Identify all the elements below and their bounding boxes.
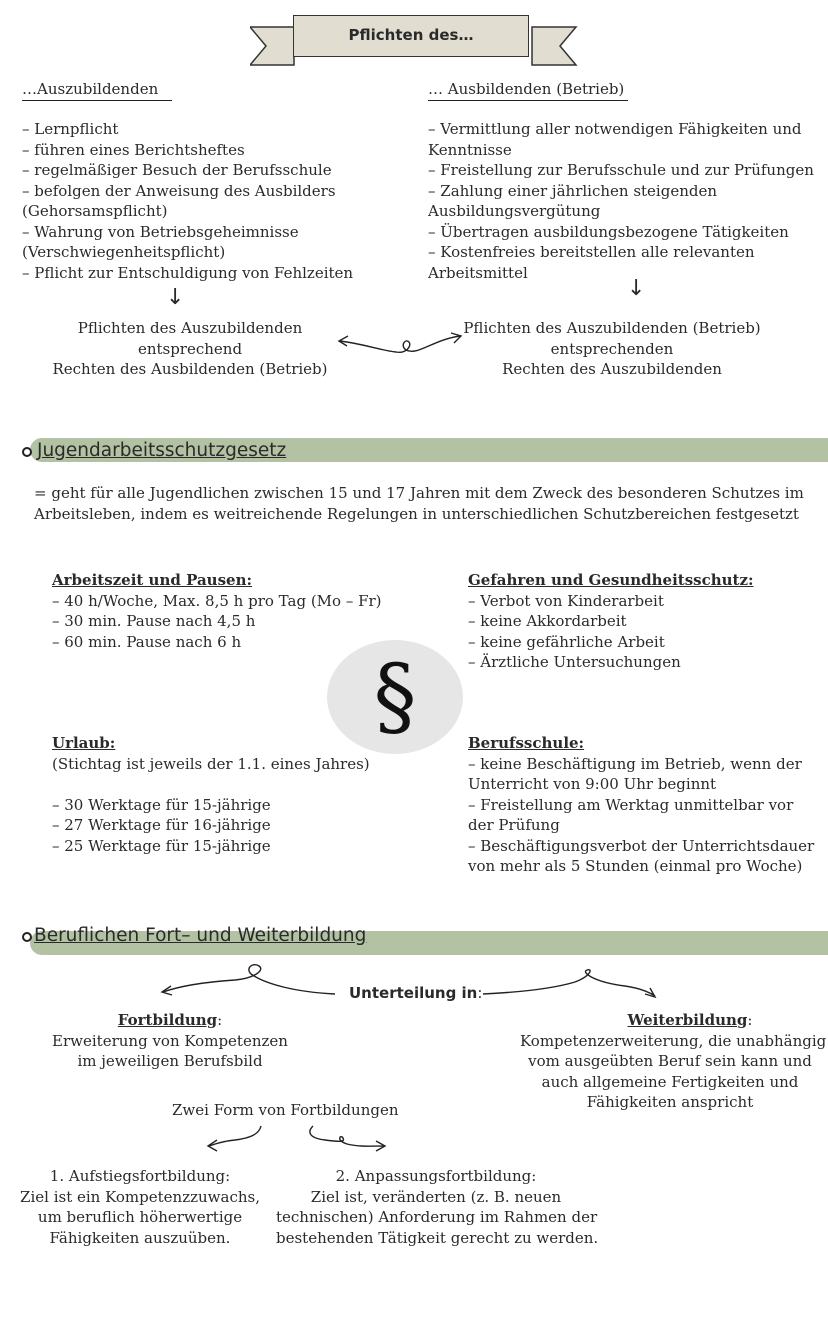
banner-title: Pflichten des… xyxy=(293,15,529,57)
form-line: um beruflich höherwertige xyxy=(37,1208,243,1226)
arrow-down-icon: ↓ xyxy=(627,276,646,301)
summary-line: Rechten des Auszubildenden xyxy=(502,360,722,378)
duties-left-summary xyxy=(40,318,340,380)
list-item: – keine gefährliche Arbeit xyxy=(468,632,665,651)
list-item: – 30 Werktage für 15-jährige xyxy=(52,795,271,814)
definition-line: = geht für alle Jugendlichen zwischen 15 und 17 Jahren mit dem Zweck des besonderen Schutzes im xyxy=(34,484,804,502)
list-item: (Gehorsamspflicht) xyxy=(22,202,168,220)
list-item: – 25 Werktage für 15-jährige xyxy=(52,836,271,855)
health-block xyxy=(468,570,754,673)
list-item: – Kostenfreies bereitstellen alle relevanten xyxy=(428,243,755,261)
list-item: – 40 h/Woche, Max. 8,5 h pro Tag (Mo – Fr) xyxy=(52,591,382,610)
desc-line: auch allgemeine Fertigkeiten und xyxy=(541,1072,799,1091)
list-item: – Ärztliche Untersuchungen xyxy=(468,653,681,671)
list-item: – Vermittlung aller notwendigen Fähigkeiten und xyxy=(428,120,802,138)
vacation-block xyxy=(52,733,370,856)
summary-line: entsprechenden xyxy=(550,339,674,358)
division-colon: : xyxy=(477,984,483,1002)
desc-line: Erweiterung von Kompetenzen xyxy=(52,1031,288,1050)
desc-line: im jeweiligen Berufsbild xyxy=(77,1052,263,1070)
fortbildung-heading: Fortbildung xyxy=(117,1011,218,1029)
list-item: Ausbildungsvergütung xyxy=(428,202,601,220)
duties-left-list xyxy=(22,119,353,283)
list-item: – Übertragen ausbildungsbezogene Tätigkeiten xyxy=(428,222,789,241)
form-line: Ziel ist, veränderten (z. B. neuen xyxy=(310,1187,562,1206)
health-heading: Gefahren und Gesundheitsschutz: xyxy=(468,571,754,589)
form2-block xyxy=(276,1166,599,1248)
bullet-icon xyxy=(22,447,32,457)
duties-right-heading: … Ausbildenden (Betrieb) xyxy=(428,80,628,101)
spacer xyxy=(52,774,370,795)
arrow-down-icon: ↓ xyxy=(166,285,185,310)
bullet-icon xyxy=(22,932,32,942)
section-title-training: Beruflichen Fort– und Weiterbildung xyxy=(34,925,367,946)
worktime-block xyxy=(52,570,382,652)
list-item: – 60 min. Pause nach 6 h xyxy=(52,632,242,651)
list-item: (Verschwiegenheitspflicht) xyxy=(22,243,226,261)
list-item: – Wahrung von Betriebsgeheimnisse xyxy=(22,222,299,241)
desc-line: Fähigkeiten anspricht xyxy=(586,1093,754,1111)
branch-arrows-icon xyxy=(195,1122,395,1162)
vacation-note: (Stichtag ist jeweils der 1.1. eines Jahres) xyxy=(52,754,370,773)
list-item: von mehr als 5 Stunden (einmal pro Woche) xyxy=(468,857,803,875)
list-item: – 27 Werktage für 16-jährige xyxy=(52,816,271,834)
form-line: bestehenden Tätigkeit gerecht zu werden. xyxy=(276,1228,599,1247)
desc-line: Kompetenzerweiterung, die unabhängig xyxy=(520,1031,827,1050)
list-item: – befolgen der Anweisung des Ausbilders xyxy=(22,181,336,200)
list-item: – Lernpflicht xyxy=(22,120,119,138)
double-arrow-icon xyxy=(334,328,466,364)
list-item: – Beschäftigungsverbot der Unterrichtsdauer xyxy=(468,836,815,855)
form-line: 2. Anpassungsfortbildung: xyxy=(335,1167,537,1185)
list-item: – Verbot von Kinderarbeit xyxy=(468,591,664,610)
youth-definition xyxy=(34,483,804,524)
definition-line: Arbeitsleben, indem es weitreichende Regelungen in unterschiedlichen Schutzbereichen festgesetzt xyxy=(34,504,799,523)
fortbildung-block xyxy=(20,1010,320,1072)
form-line: 1. Aufstiegsfortbildung: xyxy=(49,1167,231,1185)
school-heading: Berufsschule: xyxy=(468,734,585,752)
weiterbildung-block xyxy=(520,1010,827,1113)
desc-line: vom ausgeübten Beruf sein kann und xyxy=(528,1052,812,1070)
weiterbildung-heading: Weiterbildung xyxy=(627,1011,748,1029)
division-text: Unterteilung in xyxy=(349,984,478,1002)
duties-right-list xyxy=(428,119,814,283)
list-item: – keine Beschäftigung im Betrieb, wenn der xyxy=(468,754,802,773)
list-item: – Zahlung einer jährlichen steigenden xyxy=(428,181,717,200)
heading-colon: : xyxy=(747,1011,753,1029)
worktime-heading: Arbeitszeit und Pausen: xyxy=(52,571,253,589)
duties-right-summary xyxy=(462,318,762,380)
list-item: der Prüfung xyxy=(468,816,560,834)
summary-line: Pflichten des Auszubildenden (Betrieb) xyxy=(463,319,761,337)
list-item: – 30 min. Pause nach 4,5 h xyxy=(52,612,256,630)
form-line: Fähigkeiten auszuüben. xyxy=(49,1228,231,1247)
school-block xyxy=(468,733,814,877)
list-item: Kenntnisse xyxy=(428,140,512,159)
section-title-youth: Jugendarbeitsschutzgesetz xyxy=(37,440,287,461)
paragraph-icon: § xyxy=(327,640,463,754)
list-item: Unterricht von 9:00 Uhr beginnt xyxy=(468,775,717,793)
list-item: – Pflicht zur Entschuldigung von Fehlzeiten xyxy=(22,263,354,282)
forms-label: Zwei Form von Fortbildungen xyxy=(172,1101,399,1119)
list-item: – Freistellung am Werktag unmittelbar vor xyxy=(468,795,794,814)
list-item: Arbeitsmittel xyxy=(428,263,528,282)
list-item: – keine Akkordarbeit xyxy=(468,612,627,630)
list-item: – regelmäßiger Besuch der Berufsschule xyxy=(22,161,332,179)
division-label xyxy=(349,984,482,1002)
heading-colon: : xyxy=(217,1011,223,1029)
list-item: – führen eines Berichtsheftes xyxy=(22,140,245,159)
form-line: Ziel ist ein Kompetenzzuwachs, xyxy=(20,1187,260,1206)
summary-line: Rechten des Ausbildenden (Betrieb) xyxy=(52,360,328,378)
list-item: – Freistellung zur Berufsschule und zur Prüfungen xyxy=(428,161,814,179)
vacation-heading: Urlaub: xyxy=(52,734,116,752)
summary-line: entsprechend xyxy=(137,339,243,358)
form-line: technischen) Anforderung im Rahmen der xyxy=(276,1208,598,1226)
duties-left-heading: …Auszubildenden xyxy=(22,80,172,101)
summary-line: Pflichten des Auszubildenden xyxy=(77,319,303,337)
form1-block xyxy=(0,1166,280,1248)
